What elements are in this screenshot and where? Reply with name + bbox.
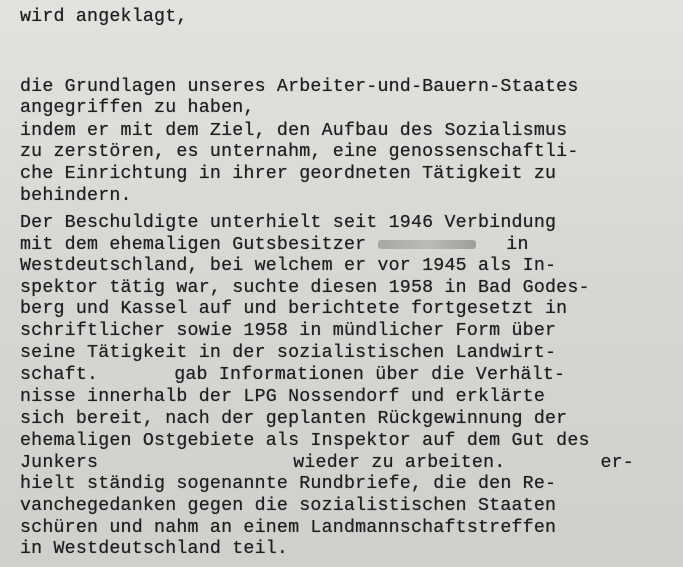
- para2-line-12a: Junkers: [20, 453, 99, 473]
- para2-line-8a: schaft.: [20, 365, 99, 385]
- para2-line-3: Westdeutschland, bei welchem er vor 1945 als In-: [20, 256, 557, 276]
- redaction-mark: [378, 240, 476, 249]
- para2-line-2a: mit dem ehemaligen Gutsbesitzer: [20, 235, 367, 255]
- para2-line-12: [20, 452, 634, 474]
- para2-line-2b: in: [506, 235, 529, 255]
- para2-line-10: sich bereit, nach der geplanten Rückgewinnung der: [20, 409, 568, 429]
- para1-line-6: behindern.: [20, 186, 132, 206]
- para2-line-2: [20, 234, 529, 256]
- para2-line-12b: wieder zu arbeiten.: [293, 453, 506, 473]
- para2-line-15: schüren und nahm an einem Landmannschaftstreffen: [20, 518, 557, 538]
- para2-line-13: hielt ständig sogenannte Rundbriefe, die den Re-: [20, 474, 557, 494]
- para1-line-4: zu zerstören, es unternahm, eine genossenschaftli-: [20, 142, 579, 162]
- para2-line-9: nisse innerhalb der LPG Nossendorf und erklärte: [20, 387, 546, 407]
- para2-line-16: in Westdeutschland teil.: [20, 539, 289, 559]
- para2-line-11: ehemaligen Ostgebiete als Inspektor auf dem Gut des: [20, 431, 590, 451]
- opening-line: wird angeklagt,: [20, 7, 188, 27]
- para2-line-7: seine Tätigkeit in der sozialistischen Landwirt-: [20, 343, 557, 363]
- para2-line-1: Der Beschuldigte unterhielt seit 1946 Verbindung: [20, 213, 557, 233]
- para2-line-4: spektor tätig war, suchte diesen 1958 in Bad Godes-: [20, 278, 590, 298]
- para2-line-12c: er-: [600, 453, 634, 473]
- para2-line-8b: gab Informationen über die Verhält-: [174, 365, 566, 385]
- para1-line-5: che Einrichtung in ihrer geordneten Tätigkeit zu: [20, 164, 557, 184]
- para1-line-2: angegriffen zu haben,: [20, 98, 255, 118]
- para2-line-14: vanchegedanken gegen die sozialistischen Staaten: [20, 496, 557, 516]
- para2-line-5: berg und Kassel auf und berichtete fortgesetzt in: [20, 299, 568, 319]
- para2-line-8: [20, 364, 565, 386]
- para1-line-3: indem er mit dem Ziel, den Aufbau des Sozialismus: [20, 121, 568, 141]
- para1-line-1: die Grundlagen unseres Arbeiter-und-Bauern-Staates: [20, 77, 579, 97]
- para2-line-6: schriftlicher sowie 1958 in mündlicher Form über: [20, 321, 557, 341]
